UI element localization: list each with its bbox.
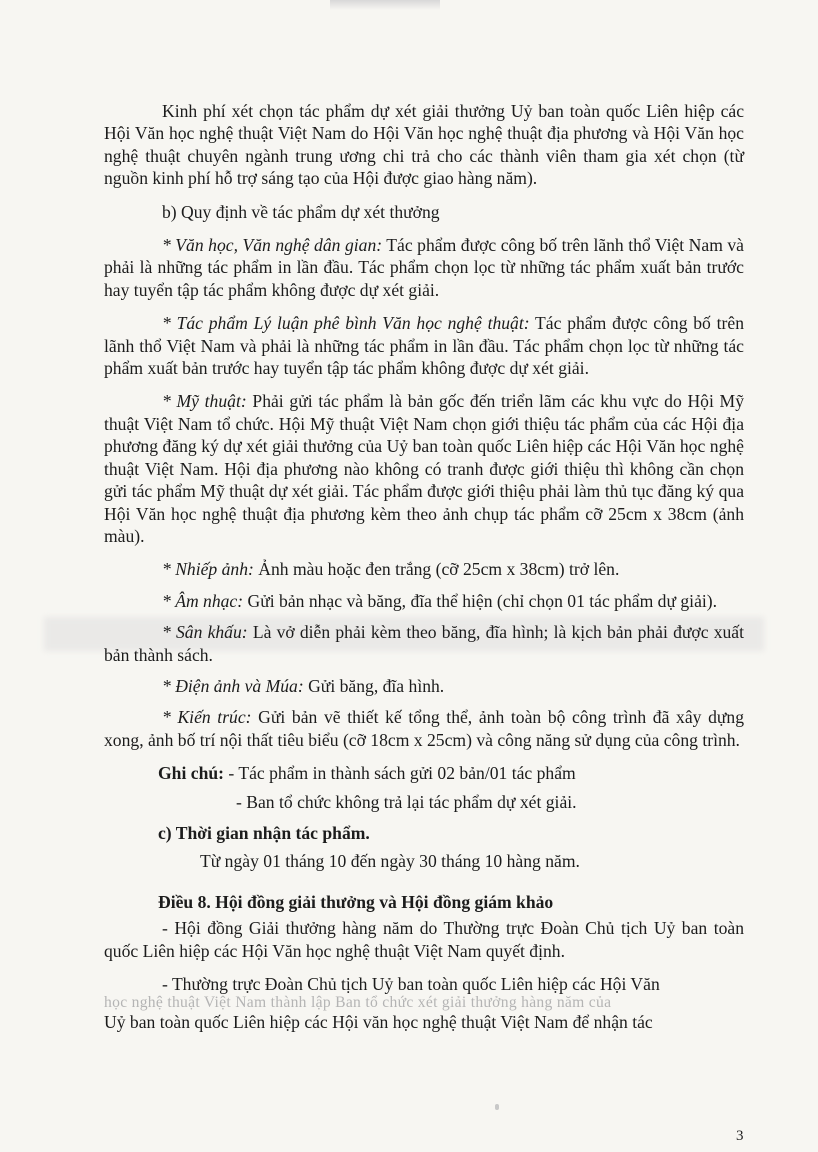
item-text: Gửi bản vẽ thiết kế tổng thể, ảnh toàn bộ công trình đã xây dựng xong, ảnh bố trí nội thất tiêu biểu (cỡ 18cm x 25cm) và công năng sử dụng của công trình.	[104, 707, 744, 750]
note-line-1	[158, 762, 744, 784]
article-8-faint-line: học nghệ thuật Việt Nam thành lập Ban tổ chức xét giải thưởng hàng năm của	[104, 995, 612, 1012]
item-music	[104, 590, 744, 612]
item-architecture	[104, 706, 744, 751]
note-line-2: - Ban tổ chức không trả lại tác phẩm dự xét giải.	[236, 791, 577, 812]
item-text: Gửi băng, đĩa hình.	[303, 675, 445, 696]
item-text: Là vở diễn phải kèm theo băng, đĩa hình; là kịch bản phải được xuất bản thành sách.	[104, 622, 744, 665]
item-label: * Điện ảnh và Múa:	[162, 675, 304, 696]
item-label: * Mỹ thuật:	[162, 391, 247, 412]
article-8-title: Điều 8. Hội đồng giải thưởng và Hội đồng giám khảo	[158, 891, 554, 912]
item-text: Ảnh màu hoặc đen trắng (cỡ 25cm x 38cm) trở lên.	[253, 559, 620, 580]
receiving-period: Từ ngày 01 tháng 10 đến ngày 30 tháng 10 hàng năm.	[200, 851, 580, 872]
article-8-paragraph-2-line-3: Uỷ ban toàn quốc Liên hiệp các Hội văn học nghệ thuật Việt Nam để nhận tác	[104, 1012, 653, 1033]
item-label: * Kiến trúc:	[162, 707, 252, 728]
heading-b: b) Quy định về tác phẩm dự xét thưởng	[162, 201, 440, 222]
item-label: * Nhiếp ảnh:	[162, 559, 254, 580]
item-criticism	[104, 312, 744, 379]
item-label: * Văn học, Văn nghệ dân gian:	[162, 235, 383, 256]
scan-speck	[495, 1104, 499, 1110]
item-text: Gửi bản nhạc và băng, đĩa thể hiện (chỉ chọn 01 tác phẩm dự giải).	[243, 590, 718, 611]
article-8-paragraph-2-line-1: - Thường trực Đoàn Chủ tịch Uỷ ban toàn quốc Liên hiệp các Hội Văn	[162, 974, 660, 994]
paragraph-funding: Kinh phí xét chọn tác phẩm dự xét giải thưởng Uỷ ban toàn quốc Liên hiệp các Hội Văn học nghệ thuật Việt Nam do Hội Văn học nghệ thuật địa phương và Hội Văn học nghệ thuật chuyên ngành trung ương chi trả cho các thành viên tham gia xét chọn (từ nguồn kinh phí hỗ trợ sáng tạo của Hội được giao hàng năm).	[104, 101, 744, 189]
item-label: * Sân khấu:	[162, 622, 248, 643]
page-number: 3	[736, 1128, 744, 1144]
item-film-dance	[104, 675, 744, 697]
heading-c: c) Thời gian nhận tác phẩm.	[158, 822, 370, 843]
item-label: * Âm nhạc:	[162, 590, 244, 611]
document-body	[104, 100, 744, 1034]
item-photography	[104, 558, 744, 580]
item-label: * Tác phẩm Lý luận phê bình Văn học nghệ thuật:	[162, 313, 530, 334]
note-label: Ghi chú:	[158, 763, 224, 784]
item-literature	[104, 234, 744, 301]
item-text: Tác phẩm được công bố trên lãnh thổ Việt Nam và phải là những tác phẩm in lần đầu. Tác phẩm chọn lọc từ những tác phẩm xuất bản trước hay tuyển tập tác phẩm không được dự xét giải.	[104, 313, 744, 379]
item-theatre	[104, 621, 744, 666]
item-text: Phải gửi tác phẩm là bản gốc đến triển lãm các khu vực do Hội Mỹ thuật Việt Nam tổ chức. Hội Mỹ thuật Việt Nam chọn giới thiệu tác phẩm của các Hội địa phương đăng ký dự xét giải thưởng của Uỷ ban toàn quốc Liên hiệp các Hội Văn học nghệ thuật Việt Nam. Hội địa phương nào không có tranh được giới thiệu thì không cần chọn gửi tác phẩm Mỹ thuật dự xét giải. Tác phẩm được giới thiệu phải làm thủ tục đăng ký qua Hội Văn học nghệ thuật địa phương kèm theo ảnh chụp tác phẩm cỡ 25cm x 38cm (ảnh màu).	[104, 391, 744, 546]
article-8-paragraph-1: - Hội đồng Giải thưởng hàng năm do Thường trực Đoàn Chủ tịch Uỷ ban toàn quốc Liên hiệp các Hội Văn học nghệ thuật Việt Nam quyết định.	[104, 918, 744, 961]
note-text-1: - Tác phẩm in thành sách gửi 02 bản/01 tác phẩm	[224, 763, 576, 784]
item-text: Tác phẩm được công bố trên lãnh thổ Việt Nam và phải là những tác phẩm in lần đầu. Tác phẩm chọn lọc từ những tác phẩm xuất bản trước hay tuyển tập tác phẩm không được dự xét giải.	[104, 235, 744, 300]
scan-smudge	[330, 0, 440, 10]
item-fine-arts	[104, 390, 744, 547]
